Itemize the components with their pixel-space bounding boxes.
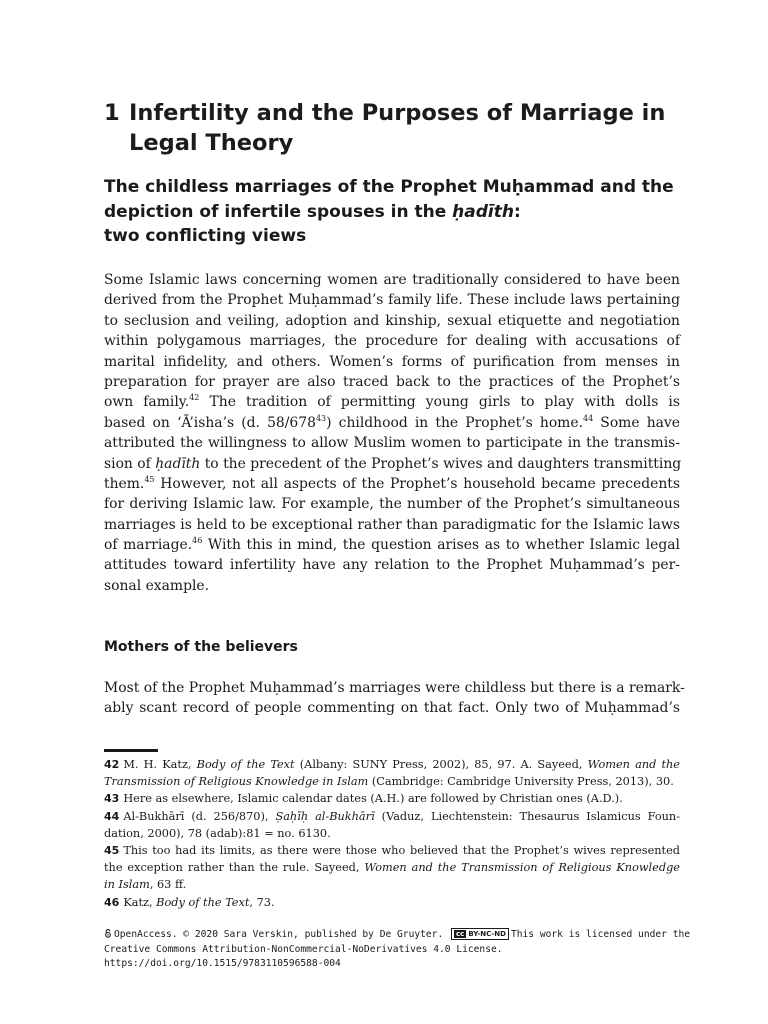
text-line: ably scant record of people commenting on that fact. Only two of Muḥammad’s (104, 700, 680, 717)
footnote-42: 42 M. H. Katz, Body of the Text (Albany: SUNY Press, 2002), 85, 97. A. Sayeed, Women and the Transmission of Religious Knowledge in Islam (Cambridge: Cambridge University Press, 2013), 30. (104, 758, 680, 789)
chapter-title-line-1: Infertility and the Purposes of Marriage in (129, 100, 666, 126)
license-notice: OpenAccess. © 2020 Sara Verskin, published by De Gruyter. cc BY-NC-ND This work is licensed under the Creative Commons Attribution-NonCommercial-NoDerivatives 4.0 License. https://doi.org/10.1515/9783110596588-004 (104, 928, 680, 972)
text-line: preparation for prayer are also traced back to the practices of the Prophet’s (104, 373, 680, 390)
footnote-45: 45 This too had its limits, as there were those who believed that the Prophet’s wives represented the exception rather than the rule. Sayeed, Women and the Transmission of Religious Knowledge in Islam, 63 ff. (104, 844, 680, 892)
text-line: attitudes toward infertility have any relation to the Prophet Muḥammad’s per- (104, 557, 680, 574)
text-line: Most of the Prophet Muḥammad’s marriages were childless but there is a remark- (104, 680, 685, 696)
footnote-ref-46[interactable]: 46 (192, 536, 203, 546)
text-line: derived from the Prophet Muḥammad’s family life. These include laws pertaining (104, 292, 680, 309)
footnote-44: 44 Al-Bukhārī (d. 256/870), Ṣaḥīḥ al-Bukhārī (Vaduz, Liechtenstein: Thesaurus Islamicus Foun- dation, 2000), 78 (adab):81 = no. 6130. (104, 809, 681, 840)
text-line: of marriage.$^{46}$ With this in mind, the question arises as to whether Islamic legal (104, 536, 680, 554)
subheading: Mothers of the believers (104, 639, 298, 655)
text-line: based on ‘Ā’isha’s (d. $58/678^{43}$) childhood in the Prophet’s home.$^{44}$ Some have (104, 413, 680, 431)
license-line-2: Creative Commons Attribution-NonCommercial-NoDerivatives 4.0 License. (104, 943, 503, 955)
chapter-title (104, 98, 680, 158)
footnote-46: 46 Katz, Body of the Text, 73. (104, 895, 275, 909)
footnote-ref-42[interactable]: 42 (189, 393, 200, 403)
paragraph-2 (104, 678, 685, 719)
text-line: to seclusion and veiling, adoption and kinship, sexual etiquette and negotiation (104, 312, 680, 329)
doi-link[interactable]: https://doi.org/10.1515/9783110596588-004 (104, 958, 341, 969)
footnotes (104, 756, 680, 911)
license-line-1: OpenAccess. © 2020 Sara Verskin, published by De Gruyter. (114, 929, 444, 940)
chapter-title-line-2: Legal Theory (129, 130, 294, 156)
open-access-icon (104, 929, 112, 938)
section-heading (104, 175, 680, 249)
text-line: them.$^{45}$ However, not all aspects of the Prophet’s household became precedents (104, 474, 680, 492)
text-line: Some Islamic laws concerning women are traditionally considered to have been (104, 272, 680, 288)
text-line: sion of ḥadīth to the precedent of the Prophet’s wives and daughters transmitting (104, 455, 682, 472)
cc-license-badge[interactable]: cc BY-NC-ND (451, 928, 509, 940)
footnote-divider (104, 749, 158, 752)
section-heading-line-1: The childless marriages of the Prophet Muḥammad and the (104, 177, 674, 197)
text-line: marriages is held to be exceptional rather than paradigmatic for the Islamic laws (104, 516, 680, 533)
chapter-number: 1 (104, 100, 120, 126)
footnote-ref-44[interactable]: 44 (583, 413, 594, 423)
section-heading-line-3: two conflicting views (104, 226, 307, 246)
text-line: for deriving Islamic law. For example, the number of the Prophet’s simultaneous (104, 496, 680, 513)
text-line: marital infidelity, and others. Women’s forms of purification from menses in (104, 353, 680, 370)
footnote-43: 43 Here as elsewhere, Islamic calendar dates (A.H.) are followed by Christian ones (A.D.). (104, 792, 623, 806)
text-line: attributed the willingness to allow Muslim women to participate in the transmis- (104, 435, 680, 452)
section-heading-line-2: depiction of infertile spouses in the ḥadīth: (104, 201, 521, 222)
paragraph-1 (104, 270, 680, 596)
footnote-ref-45[interactable]: 45 (144, 474, 155, 484)
text-line: within polygamous marriages, the procedure for dealing with accusations of (104, 333, 680, 350)
text-line: sonal example. (104, 577, 210, 594)
text-line: own family.$^{42}$ The tradition of permitting young girls to play with dolls is (104, 393, 681, 411)
footnote-ref-43[interactable]: 43 (315, 413, 327, 423)
